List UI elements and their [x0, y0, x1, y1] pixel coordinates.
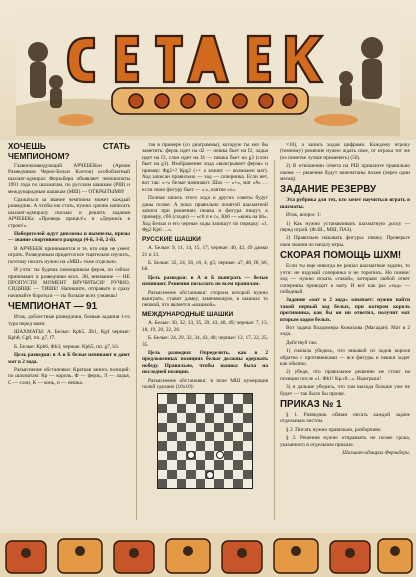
- banner-illustration: [16, 8, 400, 136]
- board-square: [233, 413, 242, 422]
- board-square: [243, 394, 252, 403]
- board-square: [186, 470, 195, 479]
- board-square: [224, 451, 233, 460]
- column-divider: [136, 160, 137, 520]
- section-heading: ЗАДАНИЕ РЕЗЕРВУ: [280, 184, 377, 196]
- paragraph: Разъяснение обстановки: в поле МШ нумерация полей сделано (10х10):: [142, 377, 268, 390]
- board-square: [167, 460, 176, 469]
- board-square: [243, 432, 252, 441]
- board-square: [196, 404, 205, 413]
- paragraph: Б. Белые: 32, 24, 56, с6, 4, g5; черные: а7, d8, f8, h6, h8.: [142, 260, 268, 273]
- subheading: РУССКИЕ ШАШКИ: [142, 235, 201, 243]
- board-square: [158, 451, 167, 460]
- board-square: [243, 479, 252, 488]
- board-square: [233, 394, 242, 403]
- board-square: [158, 479, 167, 488]
- column-middle: [142, 142, 268, 491]
- board-square: [196, 423, 205, 432]
- board-square: [214, 479, 223, 488]
- board-square: [233, 470, 242, 479]
- comic-banner: [0, 0, 416, 140]
- board-square: [167, 470, 176, 479]
- paragraph: 2) В отношении ответа на РШ пришлите правильно своим — решения будут напечатаны позже (через один месяц).: [280, 163, 410, 183]
- board-square: [177, 432, 186, 441]
- paragraph: Вот задача Владимира Кожахова (Магадан). Мат в 2 хода.: [280, 324, 410, 338]
- board-square: [243, 460, 252, 469]
- board-square: [158, 404, 167, 413]
- board-square: [224, 432, 233, 441]
- column-left: [8, 142, 130, 388]
- board-square: [186, 404, 195, 413]
- board-square: [233, 441, 242, 450]
- board-square: [196, 451, 205, 460]
- board-square: [177, 441, 186, 450]
- paragraph: Б. Белые: 24, 29, 32, 34, 43, 48; черные: 12, 17, 22, 25, 35.: [142, 335, 268, 348]
- paragraph: так в примере (со диаграммы), которую ты мог бы заметить: ферзь идет на d2 — пешка бьет на f2, ладья идет на f3, слон идет на f4 — пешка бьет на g3 (слон бьет на g3). Изображение хода «выигрывает ферзя» и пример: Фg2+? Крg2 (++ а значит — возможен мат). Ход записан правильно — ход — соперника. Если нет, вот так: «+» белые начинают. Шах — «+», мат «#» … если свою фигуру бьет — «:», взятие «х».: [142, 142, 268, 193]
- board-square: [214, 404, 223, 413]
- column-right: [280, 142, 410, 458]
- paragraph: Эта рубрика для тех, кто хочет научиться играть в шахматы.: [280, 197, 410, 210]
- paragraph: Итак, доблестные разведчики, боевые задания 1-го тура перед вами.: [8, 314, 130, 327]
- board-square: [167, 432, 176, 441]
- paragraph: § 2. Писать нужно правильно, разборчиво.: [286, 426, 382, 433]
- board-square: [205, 441, 214, 450]
- board-square: [224, 394, 233, 403]
- paragraph: Б. Белые: Крh6, Фb3; черные: Крh5, пп. g7, h3.: [14, 343, 120, 350]
- paragraph: А. Белые: 9, 11, 14, 15, 17; черные: 40, 42, 49 дамки 21 и 13.: [142, 245, 268, 258]
- board-square: [167, 404, 176, 413]
- board-square: [167, 451, 176, 460]
- board-square: [205, 423, 214, 432]
- board-square: [177, 404, 186, 413]
- board-square: [214, 470, 223, 479]
- board-square: [196, 460, 205, 469]
- board-square: [186, 479, 195, 488]
- board-square: [186, 441, 195, 450]
- paragraph: Полная запись этого хода и других советы будут даны позже. А пока: правильно понятой шахматной записи при решениях пешка и фигура пишут, к примеру, сб6 (сходи) — «с6 п е с», Кb6 — «конь на b6». Ход Белых и его черные ходы запишут по порядку: «1. Фg2 Кр6 …».: [142, 195, 268, 234]
- board-square: [177, 413, 186, 422]
- board-square: [167, 441, 176, 450]
- board-square: [214, 394, 223, 403]
- paragraph: ×10), а запись ходов цифрами. Каждому игроку (темному) решение нужно ждать свое, от игрока тот же (из пометке лучше применять) (50).: [280, 142, 410, 161]
- board-square: [158, 441, 167, 450]
- paragraph: 1) сначала убедись, что никакой из ходов короля обратно с противниками — все фигуры и пешки ходят как обычно.: [280, 348, 410, 367]
- board-square: [158, 470, 167, 479]
- board-square: [196, 394, 205, 403]
- board-square: [177, 451, 186, 460]
- board-square: [205, 394, 214, 403]
- board-square: [177, 394, 186, 403]
- paragraph: Действуй так:: [286, 339, 318, 346]
- board-square: [214, 413, 223, 422]
- bottom-illustration: [0, 533, 416, 577]
- board-square: [243, 413, 252, 422]
- board-square: [243, 470, 252, 479]
- board-square: [167, 413, 176, 422]
- board-square: [186, 432, 195, 441]
- board-square: [167, 423, 176, 432]
- board-square: [205, 404, 214, 413]
- board-square: [196, 479, 205, 488]
- board-square: [196, 413, 205, 422]
- board-square: [224, 423, 233, 432]
- board-square: [196, 432, 205, 441]
- board-square: [224, 470, 233, 479]
- paragraph: ШАХМАТЫ: А. Белые: Крh5, Лb1, Кg4 черные: Крh8, Сg8, пп. g7, f7.: [8, 328, 130, 342]
- board-grid: [157, 393, 253, 489]
- paragraph: 2) убеди, что правильное решение не стоит на позиции после «1. Фb1! Кр.с8...». Выигрыш!: [280, 369, 410, 382]
- paragraph: Сражаться за звание чемпиона может каждый разведчик. А чтобы ею стать, нужно срочно написать шахмат-адмиралу письмо и решить задания АРЧЕБЕКа «Проверь прицел!» и «Держись в строю!».: [8, 197, 130, 229]
- board-square: [233, 460, 242, 469]
- board-square: [224, 479, 233, 488]
- board-square: [205, 460, 214, 469]
- board-square: [224, 460, 233, 469]
- board-square: [214, 432, 223, 441]
- board-square: [233, 432, 242, 441]
- board-square: [214, 460, 223, 469]
- paragraph: 2) Правильно называть фигуры: пешку. Проверьте свои знания по началу игры.: [280, 235, 410, 248]
- paragraph: Цель разведки: в А и Б выиграть — белые начинают. Решения посылать по всем правилам.: [142, 274, 268, 288]
- comic-strip-bottom: [0, 533, 416, 577]
- board-square: [186, 413, 195, 422]
- board-square: [167, 479, 176, 488]
- board-square: [205, 432, 214, 441]
- paragraph: И учти: ты будешь помощником ферзя, по сейчас принимают в разведчики всех. Эй, внимание — НЕ ПРОПУСТИ МОМЕНТ ВРУЧИТЬСЯ! РУЧНО, СИДЯЩЕ — ТИШЕ! Напишите, отправьте и сразу начинайте бороться — ты больше всех узнаешь!: [8, 267, 130, 299]
- section-heading: ПРИКАЗ № 1: [280, 399, 342, 410]
- draughts-board-diagram: [157, 393, 253, 489]
- board-square: [158, 460, 167, 469]
- paragraph: Задание «мат в 2 хода» означает: нужно найти такой первый ход белых, при котором король противника, как бы он ни ответил, получит мат вторым ходом белых.: [280, 297, 410, 323]
- paragraph: Главнокомандующий АРЧЕБЕКон (Армия Разведчиков Черно-Белых Клеток) особоблатный шахмат-адмирал Ферзьбери объявляет чемпионаты 1991 года по шахматам, по русским шашкам (РШ) и международным шашкам (МШ) — ОТКРЫТЫМИ!: [8, 163, 130, 195]
- paragraph: Разъяснение обстановки: сторона которой нужно выиграть, ставит дамку, заменяющую, в шашках то пешкой, что является «шашкой».: [142, 289, 268, 309]
- board-square: [186, 423, 195, 432]
- paragraph: Цель разведки: в А и Б белые начинают и дают мат в 2 хода.: [8, 352, 130, 365]
- signature: Шахмат-адмирал Ферзьбери.: [342, 450, 410, 457]
- board-square: [205, 451, 214, 460]
- paragraph: 1) Как нужно устанавливать шахматную доску — перед игрой. (Ф.Ш., МШ, ПАЗ).: [280, 220, 410, 234]
- board-square: [196, 441, 205, 450]
- board-square: [224, 413, 233, 422]
- paragraph: Цель разведки: Определить, как в 2 предложенных позициях белые должны одержать победу. Правильно, чтобы шашка была на последней позиции.: [142, 349, 268, 376]
- board-square: [205, 479, 214, 488]
- board-square: [177, 460, 186, 469]
- board-square: [233, 479, 242, 488]
- paragraph: Если ты еще никогда не решал шахматные задачи, то учти: не вздумай соперника и не торопись. Но помни: ход — нужно искать «такой», которым любой ответ соперника приводит к мату. И вот как раз «ход» — победный.: [280, 263, 410, 295]
- board-square: [177, 479, 186, 488]
- board-square: [214, 423, 223, 432]
- board-square: [233, 404, 242, 413]
- section-heading: СКОРАЯ ПОМОЩЬ ШХМ!: [280, 250, 402, 262]
- paragraph: В АРЧЕБЕК принимаются и те, кто еще не умеет играть. Разведчикам придется все тщательно изучить, поэтому писать нужно на «МШ» тоже отдельно.: [8, 245, 130, 265]
- board-square: [205, 413, 214, 422]
- board-square: [196, 470, 205, 479]
- paragraph: Итак, вопрос 1:: [286, 212, 321, 219]
- board-square: [224, 404, 233, 413]
- board-square: [243, 404, 252, 413]
- paragraph: § 1. Разведчик обязан писать каждой задаче отдельным листом.: [280, 412, 410, 425]
- paragraph: Победителей ждут дипломы и вымпелы, призы — звание спортивного разряда (4-й, 3-й, 2-й).: [8, 231, 130, 244]
- column-divider: [274, 160, 275, 520]
- board-square: [224, 441, 233, 450]
- paragraph: А. Белые: 30, 32, 33, 35, 39, 43, 48, 49; черные: 7, 13, 18, 19, 20, 22, 26.: [142, 320, 268, 333]
- subheading: МЕЖДУНАРОДНЫЕ ШАШКИ: [142, 310, 234, 318]
- board-square: [158, 432, 167, 441]
- paragraph: § 3. Решения нужно отправлять не позже срока, указанного в отдельном приказе.: [280, 435, 410, 448]
- board-square: [186, 394, 195, 403]
- section-heading: ХОЧЕШЬ СТАТЬ ЧЕМПИОНОМ?: [8, 141, 130, 161]
- board-square: [158, 413, 167, 422]
- board-square: [214, 441, 223, 450]
- board-square: [233, 423, 242, 432]
- board-square: [243, 441, 252, 450]
- paragraph: 3) и дальше убедись, что там выхода больше уже не будет — так было бы проще.: [280, 384, 410, 397]
- board-square: [233, 451, 242, 460]
- board-square: [158, 394, 167, 403]
- board-square: [177, 470, 186, 479]
- paragraph: Разъяснение обстановки: Краткая запись позиций: по шахматам: Кр — король, Ф — ферзь, Л — ладья, С — слон, К — конь, п — пешка.: [8, 366, 130, 386]
- board-square: [186, 460, 195, 469]
- board-square: [177, 423, 186, 432]
- board-square: [167, 394, 176, 403]
- board-square: [243, 451, 252, 460]
- board-square: [158, 423, 167, 432]
- section-heading: ЧЕМПИОНАТ — 91: [8, 301, 98, 313]
- board-square: [243, 423, 252, 432]
